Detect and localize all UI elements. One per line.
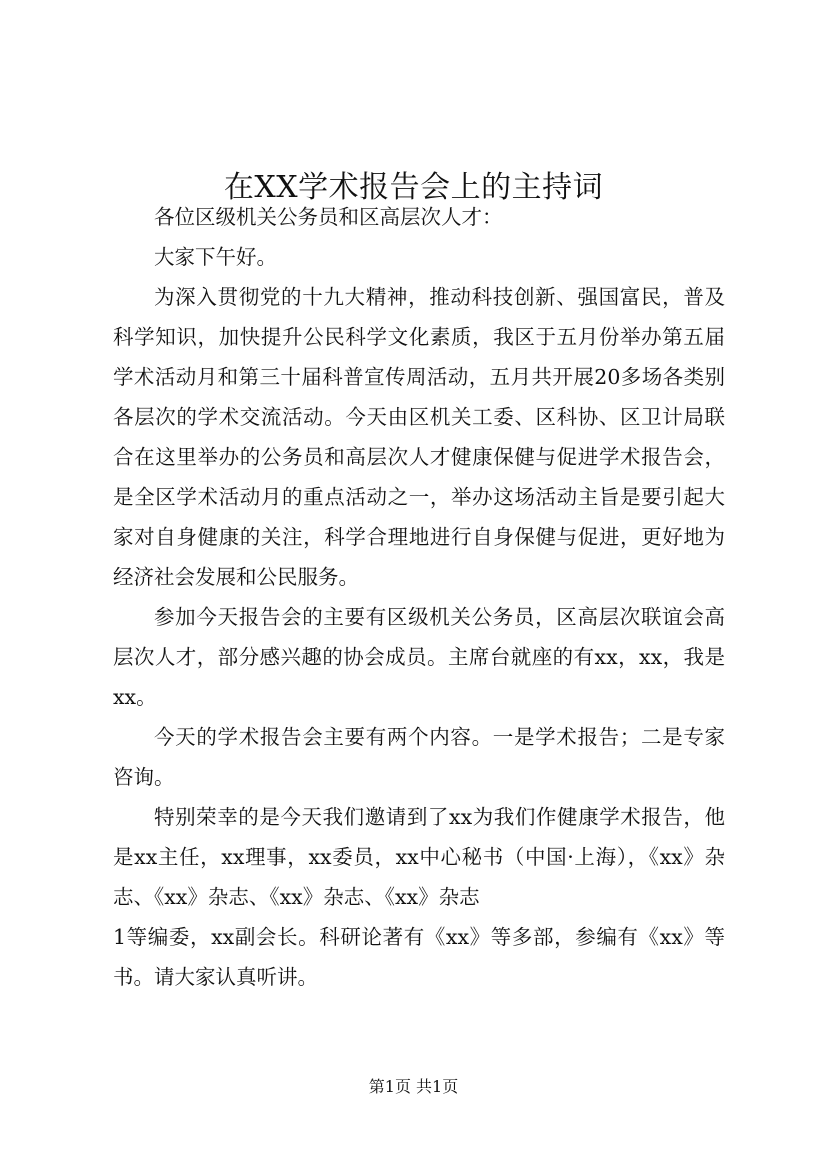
speaker-intro-paragraph: 特别荣幸的是今天我们邀请到了xx为我们作健康学术报告，他是xx主任，xx理事，xx委员，xx中心秘书（中国·上海），《xx》杂志、《xx》杂志、《xx》杂志、《xx》杂志	[113, 805, 725, 909]
attendees-paragraph: 参加今天报告会的主要有区级机关公务员，区高层次联谊会高层次人才，部分感兴趣的协会成员。主席台就座的有xx，xx，我是xx。	[113, 605, 725, 709]
purpose-paragraph: 为深入贯彻党的十九大精神，推动科技创新、强国富民，普及科学知识，加快提升公民科学文化素质，我区于五月份举办第五届学术活动月和第三十届科普宣传周活动，五月共开展20多场各类别各层次的学术交流活动。今天由区机关工委、区科协、区卫计局联合在这里举办的公务员和高层次人才健康保健与促进学术报告会，是全区学术活动月的重点活动之一，举办这场活动主旨是要引起大家对自身健康的关注，科学合理地进行自身保健与促进，更好地为经济社会发展和公民服务。	[113, 285, 725, 589]
speaker-intro-continued-paragraph: 1等编委，xx副会长。科研论著有《xx》等多部，参编有《xx》等书。请大家认真听讲。	[113, 925, 725, 989]
salutation-paragraph: 各位区级机关公务员和区高层次人才：	[154, 205, 503, 229]
document-body	[113, 197, 725, 997]
agenda-paragraph: 今天的学术报告会主要有两个内容。一是学术报告；二是专家咨询。	[113, 725, 725, 789]
document-title: 在XX学术报告会上的主持词	[223, 170, 604, 206]
greeting-paragraph: 大家下午好。	[154, 245, 277, 269]
page-number-footer: 第1页 共1页	[368, 1077, 459, 1096]
